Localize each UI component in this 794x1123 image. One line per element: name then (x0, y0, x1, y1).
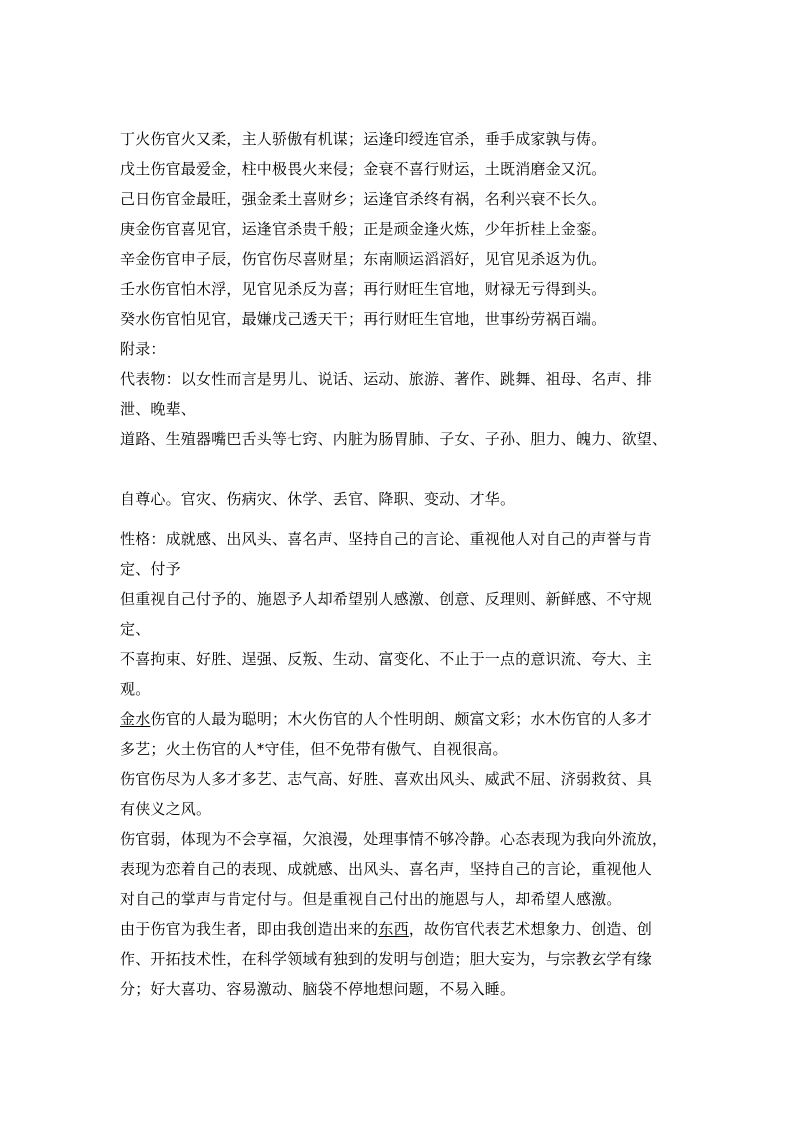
verse-line: 壬水伤官怕木浮，见官见杀反为喜；再行财旺生官地，财禄无亏得到头。 (120, 280, 607, 298)
weak-line: 伤官弱，体现为不会享福，欠浪漫，处理事情不够冷静。心态表现为我向外流放， (120, 830, 668, 848)
represents-line: 道路、生殖器嘴巴舌头等七窍、内脏为肠胃肺、子女、子孙、胆力、魄力、欲望、 (120, 430, 668, 448)
appendix-heading: 附录： (120, 340, 166, 358)
personality-line: 定、付予 (120, 560, 181, 578)
creative-line (120, 914, 680, 944)
verse-line: 戊土伤官最爱金，柱中极畏火来侵；金衰不喜行财运，土既消磨金又沉。 (120, 160, 607, 178)
exhaust-line: 伤官伤尽为人多才多艺、志气高、好胜、喜欢出风头、威武不屈、济弱救贫、具 (120, 770, 653, 788)
document-page (120, 124, 680, 1004)
verse-line: 丁火伤官火又柔，主人骄傲有机谋；运逢印绶连官杀，垂手成家孰与俦。 (120, 130, 607, 148)
represents-line: 自尊心。官灾、伤病灾、休学、丢官、降职、变动、才华。 (120, 490, 516, 508)
creative-line: 作、开拓技术性，在科学领域有独到的发明与创造；胆大妄为，与宗教玄学有缘 (120, 950, 653, 968)
verse-line: 庚金伤官喜见官，运逢官杀贵千般；正是顽金逢火炼，少年折桂上金銮。 (120, 220, 607, 238)
exhaust-line: 有侠义之风。 (120, 800, 212, 818)
verse-line: 癸水伤官怕见官，最嫌戊己透天干；再行财旺生官地，世事纷劳祸百端。 (120, 310, 607, 328)
weak-line: 对自己的掌声与肯定付与。但是重视自己付出的施恩与人，却希望人感激。 (120, 890, 622, 908)
elements-line (120, 704, 680, 734)
creative-text: 由于伤官为我生者，即由我创造出来的 (120, 920, 379, 938)
underlined-term: 东西 (378, 920, 409, 938)
personality-line: 观。 (120, 680, 151, 698)
elements-text: 伤官的人最为聪明；木火伤官的人个性明朗、颇富文彩；水木伤官的人多才 (150, 710, 653, 728)
personality-line: 但重视自己付予的、施恩予人却希望别人感激、创意、反理则、新鲜感、不守规 (120, 590, 653, 608)
represents-line: 泄、晚辈、 (120, 400, 197, 418)
creative-line: 分；好大喜功、容易激动、脑袋不停地想问题，不易入睡。 (120, 980, 516, 998)
elements-line: 多艺；火土伤官的人*守佳，但不免带有傲气、自视很高。 (120, 740, 508, 758)
represents-line: 代表物：以女性而言是男儿、说话、运动、旅游、著作、跳舞、祖母、名声、排 (120, 370, 653, 388)
verse-line: 己日伤官金最旺，强金柔土喜财乡；运逢官杀终有祸，名利兴衰不长久。 (120, 190, 607, 208)
personality-line: 不喜拘束、好胜、逞强、反叛、生动、富变化、不止于一点的意识流、夸大、主 (120, 650, 653, 668)
verse-line: 辛金伤官申子辰，伤官伤尽喜财星；东南顺运滔滔好，见官见杀返为仇。 (120, 250, 607, 268)
underlined-term: 金水 (120, 710, 151, 728)
personality-line: 定、 (120, 620, 151, 638)
creative-text: ，故伤官代表艺术想象力、创造、创 (408, 920, 653, 938)
weak-line: 表现为恋着自己的表现、成就感、出风头、喜名声，坚持自己的言论，重视他人 (120, 860, 653, 878)
personality-line: 性格：成就感、出风头、喜名声、坚持自己的言论、重视他人对自己的声誉与肯 (120, 530, 653, 548)
